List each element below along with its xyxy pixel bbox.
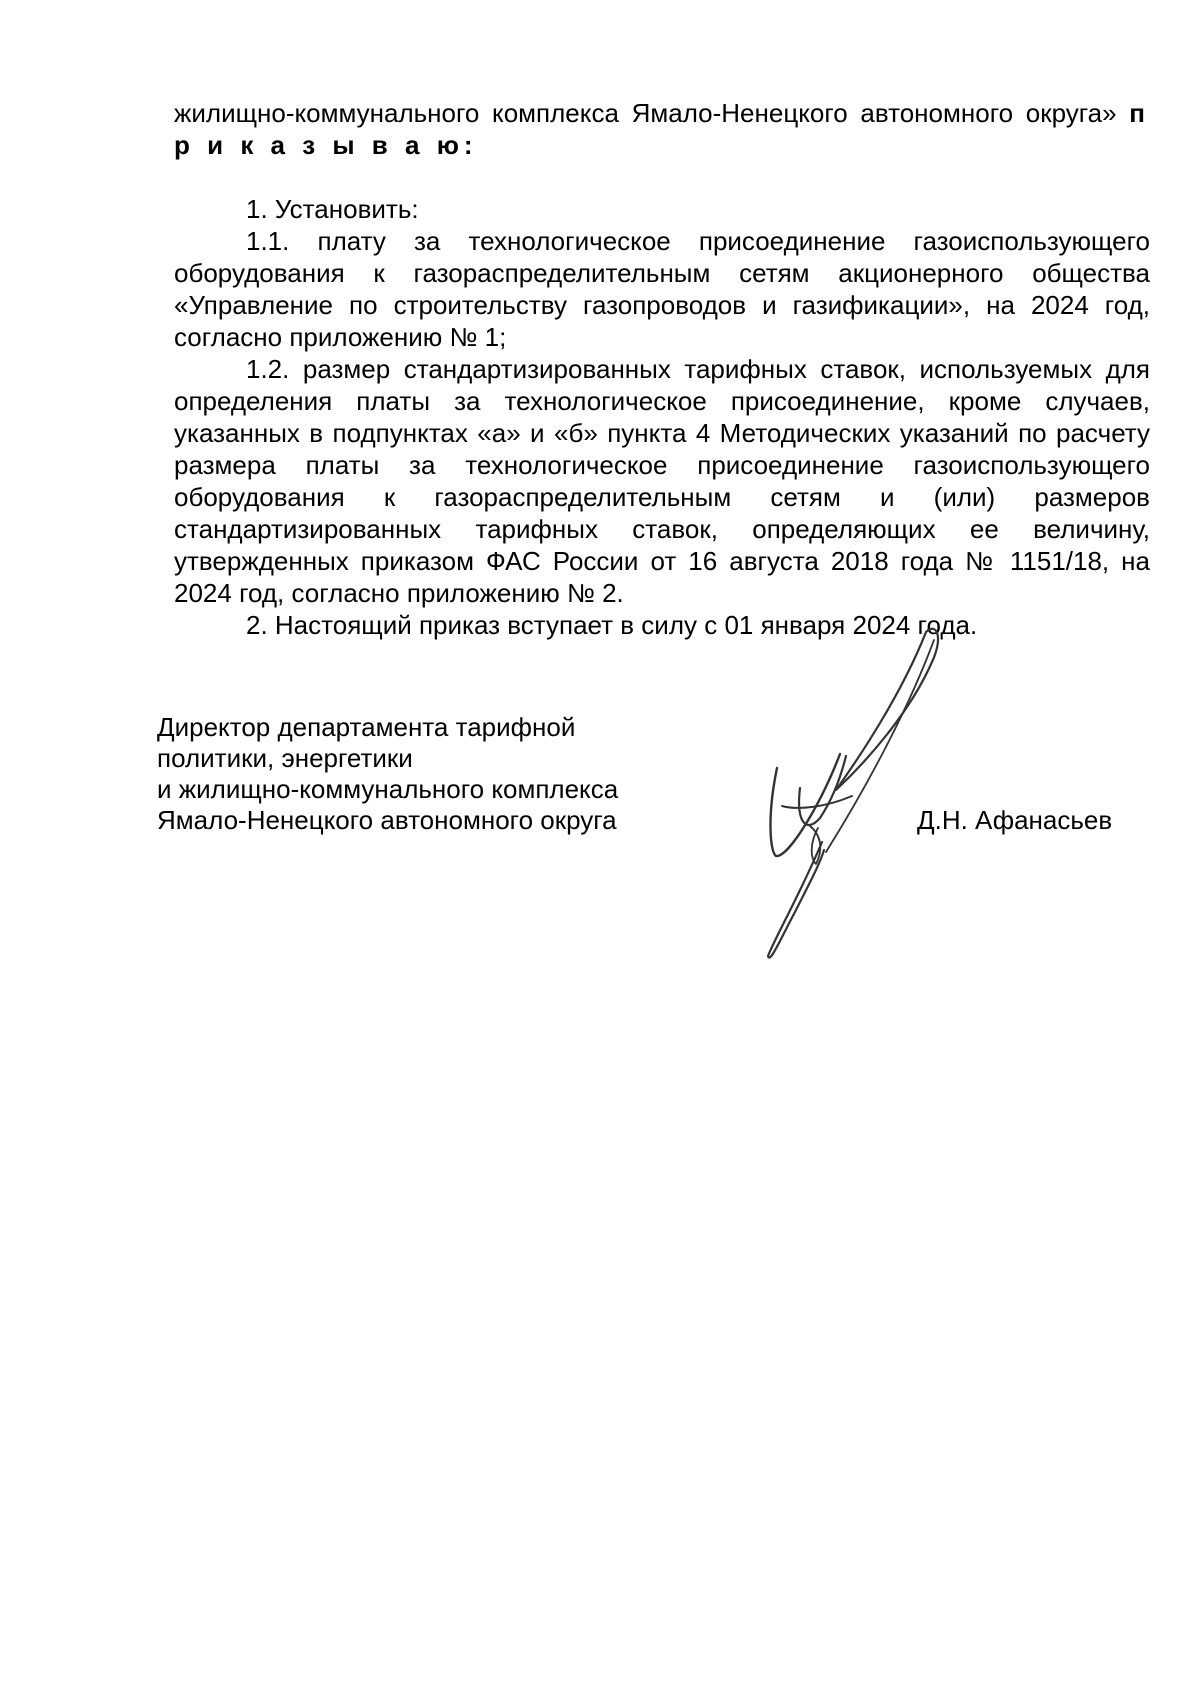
- handwritten-signature: [740, 620, 970, 970]
- position-line-1: Директор департамента тарифной: [157, 712, 576, 742]
- order-body: [174, 97, 1150, 641]
- signature-stroke-loop: [836, 629, 938, 790]
- signature-stroke-left: [770, 754, 840, 856]
- position-line-3: и жилищно-коммунального комплекса: [157, 774, 619, 804]
- position-line-2: политики, энергетики: [157, 743, 413, 773]
- item-1-2: 1.2. размер стандартизированных тарифных ставок, используемых для определения платы за технологическое присоединение, кроме случаев, указанных в подпунктах «а» и «б» пункта 4 Методических указаний по расчету размера платы за технологическое присоединение газоиспользующего оборудования к газораспределительным сетям и (или) размеров стандартизированных тарифных ставок, определяющих ее величину, утвержденных приказом ФАС России от 16 августа 2018 года № 1151/18, на 2024 год, согласно приложению № 2.: [174, 354, 1150, 608]
- signer-name: Д.Н. Афанасьев: [917, 805, 1113, 835]
- preamble-paragraph: [174, 97, 1150, 161]
- item-2: 2. Настоящий приказ вступает в силу с 01 января 2024 года.: [246, 610, 978, 640]
- paragraph-spacer: [174, 161, 1150, 193]
- preamble-text: жилищно-коммунального комплекса Ямало-Ненецкого автономного округа»: [174, 98, 1130, 128]
- signature-stroke-cross: [782, 796, 852, 808]
- order-word: п р и к а з ы в а ю:: [174, 98, 1150, 160]
- signer-position: [157, 712, 717, 836]
- item-1-1: 1.1. плату за технологическое присоединение газоиспользующего оборудования к газораспределительным сетям акционерного общества «Управление по строительству газопроводов и газификации», на 2024 год, согласно приложению № 1;: [174, 226, 1150, 352]
- signature-stroke-tail: [768, 842, 824, 958]
- item-1: 1. Установить:: [246, 194, 419, 224]
- position-line-4: Ямало-Ненецкого автономного округа: [157, 805, 617, 835]
- signature-stroke-mid: [799, 756, 846, 825]
